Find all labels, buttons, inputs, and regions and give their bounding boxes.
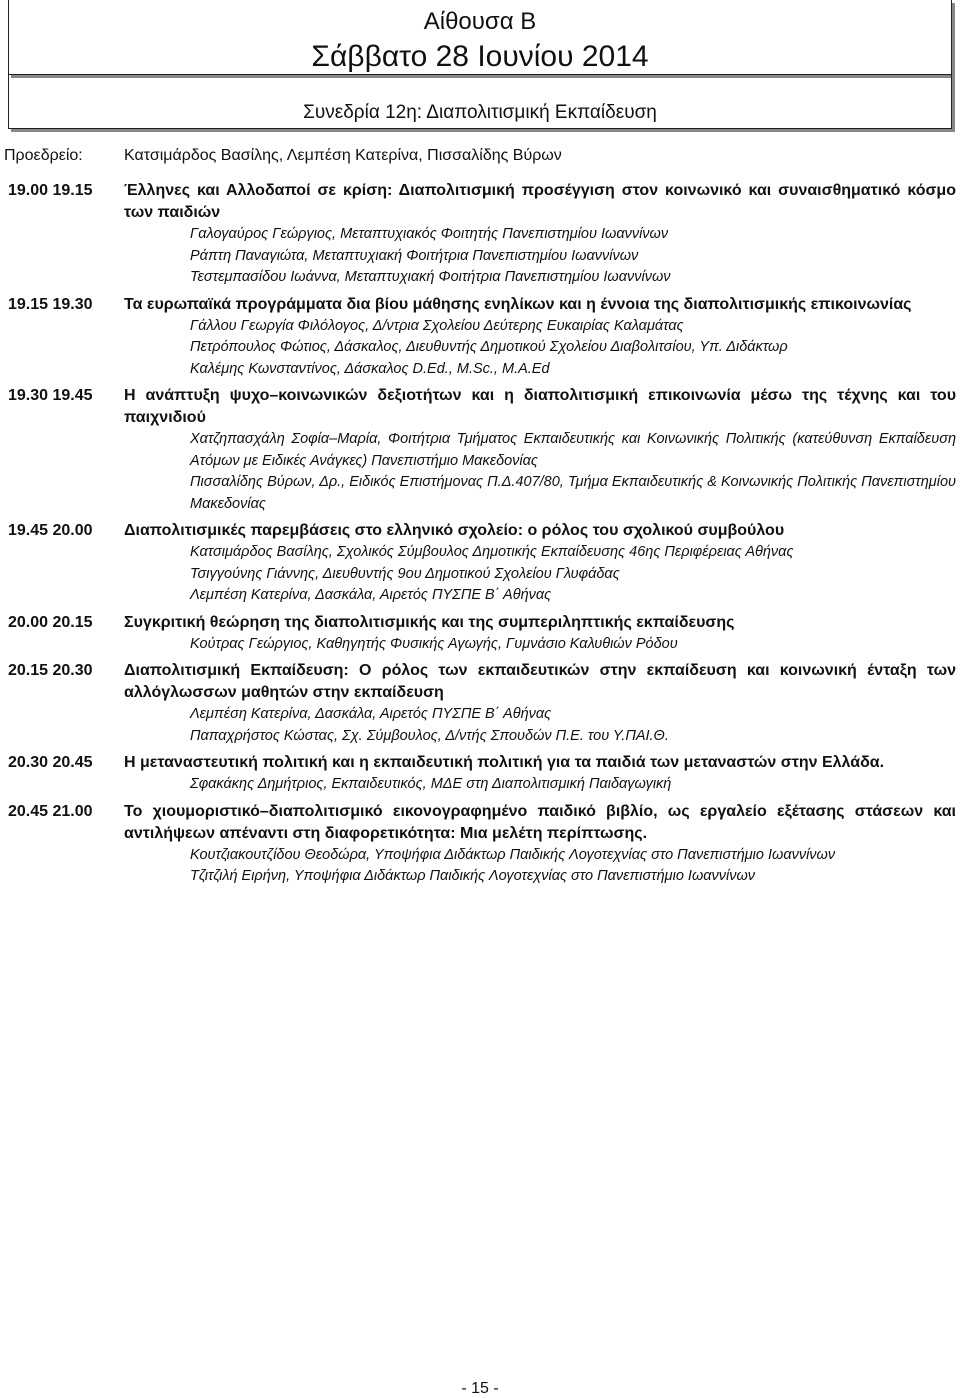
talk-item — [8, 612, 956, 656]
talk-author: Τσιγγούνης Γιάννης, Διευθυντής 9ου Δημοτικού Σχολείου Γλυφάδας — [190, 565, 620, 582]
talk-title: Συγκριτική θεώρηση της διαπολιτισμικής και της συμπεριληπτικής εκπαίδευσης — [124, 613, 735, 631]
talk-time: 19.15 19.30 — [8, 295, 93, 313]
talk-time: 19.00 19.15 — [8, 182, 93, 199]
talk-item — [8, 752, 956, 796]
talk-author: Πετρόπουλος Φώτιος, Δάσκαλος, Διευθυντής Δημοτικού Σχολείου Διαβολιτσίου, Υπ. Διδάκτωρ — [190, 339, 788, 355]
talk-time: 20.00 20.15 — [8, 613, 93, 631]
talk-author: Παπαχρήστος Κώστας, Σχ. Σύμβουλος, Δ/ντής Σπουδών Π.Ε. του Υ.ΠΑΙ.Θ. — [190, 727, 669, 744]
talk-time: 20.15 20.30 — [8, 662, 93, 679]
talk-author: Ράπτη Παναγιώτα, Μεταπτυχιακή Φοιτήτρια Πανεπιστημίου Ιωαννίνων — [190, 247, 639, 264]
talk-author: Χατζηπασχάλη Σοφία–Μαρία, Φοιτήτρια Τμήματος Εκπαιδευτικής και Κοινωνικής Πολιτικής (κατεύθυνση Εκπαίδευση Ατόμων με Ειδικές Ανάγκες) Πανεπιστήμιο Μακεδονίας — [190, 431, 956, 469]
talk-time: 19.30 19.45 — [8, 387, 93, 404]
talk-author: Λεμπέση Κατερίνα, Δασκάλα, Αιρετός ΠΥΣΠΕ Β΄ Αθήνας — [190, 587, 552, 603]
talk-author: Καλέμης Κωνσταντίνος, Δάσκαλος D.Ed., M.Sc., M.A.Ed — [190, 360, 550, 377]
talk-item — [8, 294, 956, 381]
room-title: Αίθουσα Β — [423, 8, 537, 35]
talk-author: Πισσαλίδης Βύρων, Δρ., Ειδικός Επιστήμονας Π.Δ.407/80, Τμήμα Εκπαιδευτικής & Κοινωνικής Πολιτικής Πανεπιστημίου Μακεδονίας — [190, 474, 956, 512]
talk-title: Τα ευρωπαϊκά προγράμματα δια βίου μάθησης ενηλίκων και η έννοια της διαπολιτισμικής επικοινωνίας — [124, 295, 912, 313]
talk-author: Γαλογαύρος Γεώργιος, Μεταπτυχιακός Φοιτητής Πανεπιστημίου Ιωαννίνων — [190, 226, 669, 242]
talk-title: Διαπολιτισμική Εκπαίδευση: Ο ρόλος των εκπαιδευτικών στην εκπαίδευση και κοινωνική ένταξη των αλλόγλωσσων μαθητών στην εκπαίδευση — [124, 662, 956, 701]
talk-item — [8, 801, 956, 888]
talk-author: Σφακάκης Δημήτριος, Εκπαιδευτικός, ΜΔΕ στη Διαπολιτισμική Παιδαγωγική — [190, 776, 672, 792]
talk-title: Διαπολιτισμικές παρεμβάσεις στο ελληνικό σχολείο: ο ρόλος του σχολικού συμβούλου — [124, 522, 785, 539]
header-box — [8, 0, 952, 75]
talk-author: Τεστεμπασίδου Ιωάννα, Μεταπτυχιακή Φοιτήτρια Πανεπιστημίου Ιωαννίνων — [190, 269, 671, 285]
talk-list — [8, 180, 956, 893]
talk-title: Η μεταναστευτική πολιτική και η εκπαιδευτική πολιτική για τα παιδιά των μεταναστών στην Ελλάδα. — [124, 754, 885, 771]
session-title: Συνεδρία 12η: Διαπολιτισμική Εκπαίδευση — [303, 102, 657, 123]
page-number: - 15 - — [461, 1380, 499, 1397]
talk-item — [8, 385, 956, 515]
talk-item — [8, 520, 956, 607]
session-box — [8, 74, 952, 129]
talk-title: Το χιουμοριστικό–διαπολιτισμικό εικονογραφημένο παιδικό βιβλίο, ως εργαλείο εξέτασης στάσεων και αντιλήψεων απέναντι στη διαφορετικότητα: Μια μελέτη περίπτωσης. — [124, 802, 956, 842]
date-title: Σάββατο 28 Ιουνίου 2014 — [311, 40, 649, 73]
talk-item — [8, 180, 956, 289]
chairs-label: Προεδρείο: — [4, 147, 83, 164]
talk-author: Κούτρας Γεώργιος, Καθηγητής Φυσικής Αγωγής, Γυμνάσιο Καλυθιών Ρόδου — [190, 635, 678, 652]
talk-author: Τζιτζιλή Ειρήνη, Υποψήφια Διδάκτωρ Παιδικής Λογοτεχνίας στο Πανεπιστήμιο Ιωαννίνων — [190, 868, 756, 884]
talk-item — [8, 660, 956, 747]
talk-author: Γάλλου Γεωργία Φιλόλογος, Δ/ντρια Σχολείου Δεύτερης Ευκαιρίας Καλαμάτας — [190, 317, 684, 334]
talk-author: Κατσιμάρδος Βασίλης, Σχολικός Σύμβουλος Δημοτικής Εκπαίδευσης 46ης Περιφέρειας Αθήνας — [190, 544, 794, 560]
talk-time: 20.30 20.45 — [8, 754, 93, 771]
talk-time: 20.45 21.00 — [8, 802, 93, 820]
talk-author: Κουτζιακουτζίδου Θεοδώρα, Υποψήφια Διδάκτωρ Παιδικής Λογοτεχνίας στο Πανεπιστήμιο Ιωαννίνων — [190, 846, 836, 863]
chairs-names: Κατσιμάρδος Βασίλης, Λεμπέση Κατερίνα, Πισσαλίδης Βύρων — [124, 147, 562, 164]
talk-author: Λεμπέση Κατερίνα, Δασκάλα, Αιρετός ΠΥΣΠΕ Β΄ Αθήνας — [190, 706, 552, 722]
talk-title: Έλληνες και Αλλοδαποί σε κρίση: Διαπολιτισμική προσέγγιση στον κοινωνικό και συναισθηματικό κόσμο των παιδιών — [124, 182, 956, 221]
talk-title: Η ανάπτυξη ψυχο–κοινωνικών δεξιοτήτων και η διαπολιτισμική επικοινωνία μέσω της τέχνης και του παιχνιδιού — [124, 387, 956, 426]
talk-time: 19.45 20.00 — [8, 522, 93, 539]
